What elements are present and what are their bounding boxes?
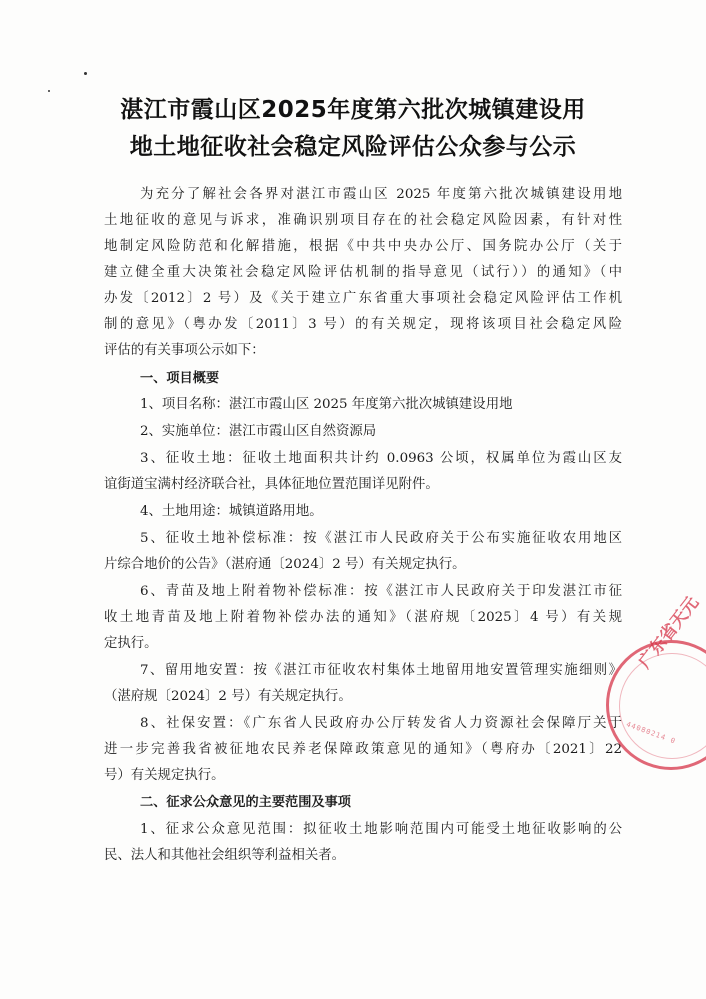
item-crops-cont: 定执行。 (104, 636, 158, 651)
item-reserved-land: 7、留用地安置：按《湛江市征收农村集体土地留用地安置管理实施细则》 (140, 663, 622, 678)
item-land-cont: 谊街道宝满村经济联合社，具体征地位置范围详见附件。 (104, 477, 439, 492)
item-crops-cont: 收土地青苗及地上附着物补偿办法的通知》（湛府规〔2025〕4 号）有关规 (104, 610, 622, 625)
body-line: 建立健全重大决策社会稳定风险评估机制的指导意见（试行））的通知》（中 (104, 265, 622, 280)
item-social-security: 8、社保安置：《广东省人民政府办公厅转发省人力资源社会保障厅关于 (140, 716, 622, 731)
section-heading-2: 二、征求公众意见的主要范围及事项 (140, 795, 351, 810)
item-land-use: 4、土地用途：城镇道路用地。 (140, 504, 323, 519)
item-land: 3、征收土地：征收土地面积共计约 0.0963 公顷，权属单位为霞山区友 (140, 451, 622, 466)
scan-speck (48, 90, 50, 92)
document-title-line-1: 湛江市霞山区2025年度第六批次城镇建设用 (120, 97, 586, 123)
item-scope-cont: 民、法人和其他社会组织等利益相关者。 (104, 848, 346, 863)
item-scope: 1、征求公众意见范围：拟征收土地影响范围内可能受土地征收影响的公 (140, 822, 622, 837)
item-crops: 6、青苗及地上附着物补偿标准：按《湛江市人民政府关于印发湛江市征 (140, 584, 622, 599)
item-implementer: 2、实施单位：湛江市霞山区自然资源局 (140, 424, 377, 439)
section-heading-1: 一、项目概要 (140, 371, 220, 386)
document-title-line-2: 地土地征收社会稳定风险评估公众参与公示 (129, 134, 577, 160)
seal-text: 广东省天元 (634, 593, 704, 673)
item-reserved-land-cont: （湛府规〔2024〕2 号）有关规定执行。 (104, 689, 352, 704)
item-compensation-cont: 片综合地价的公告》（湛府通〔2024〕2 号）有关规定执行。 (104, 557, 466, 572)
scan-speck (84, 72, 87, 75)
body-line: 为充分了解社会各界对湛江市霞山区 2025 年度第六批次城镇建设用地 (140, 187, 622, 202)
body-line: 评估的有关事项公示如下： (104, 343, 265, 358)
item-social-security-cont: 进一步完善我省被征地农民养老保障政策意见的通知》（粤府办〔2021〕22 (104, 742, 622, 757)
body-line: 地制定风险防范和化解措施，根据《中共中央办公厅、国务院办公厅（关于 (104, 239, 622, 254)
seal-number: 44080214 0 (625, 720, 677, 746)
body-line: 土地征收的意见与诉求，准确识别项目存在的社会稳定风险因素，有针对性 (104, 213, 622, 228)
item-compensation: 5、征收土地补偿标准：按《湛江市人民政府关于公布实施征收农用地区 (140, 531, 622, 546)
body-line: 制的意见》（粤办发〔2011〕3 号）的有关规定，现将该项目社会稳定风险 (104, 317, 622, 332)
item-project-name: 1、项目名称：湛江市霞山区 2025 年度第六批次城镇建设用地 (140, 397, 513, 412)
body-line: 办发〔2012〕2 号）及《关于建立广东省重大事项社会稳定风险评估工作机 (104, 291, 622, 306)
item-social-security-cont: 号）有关规定执行。 (104, 768, 225, 783)
